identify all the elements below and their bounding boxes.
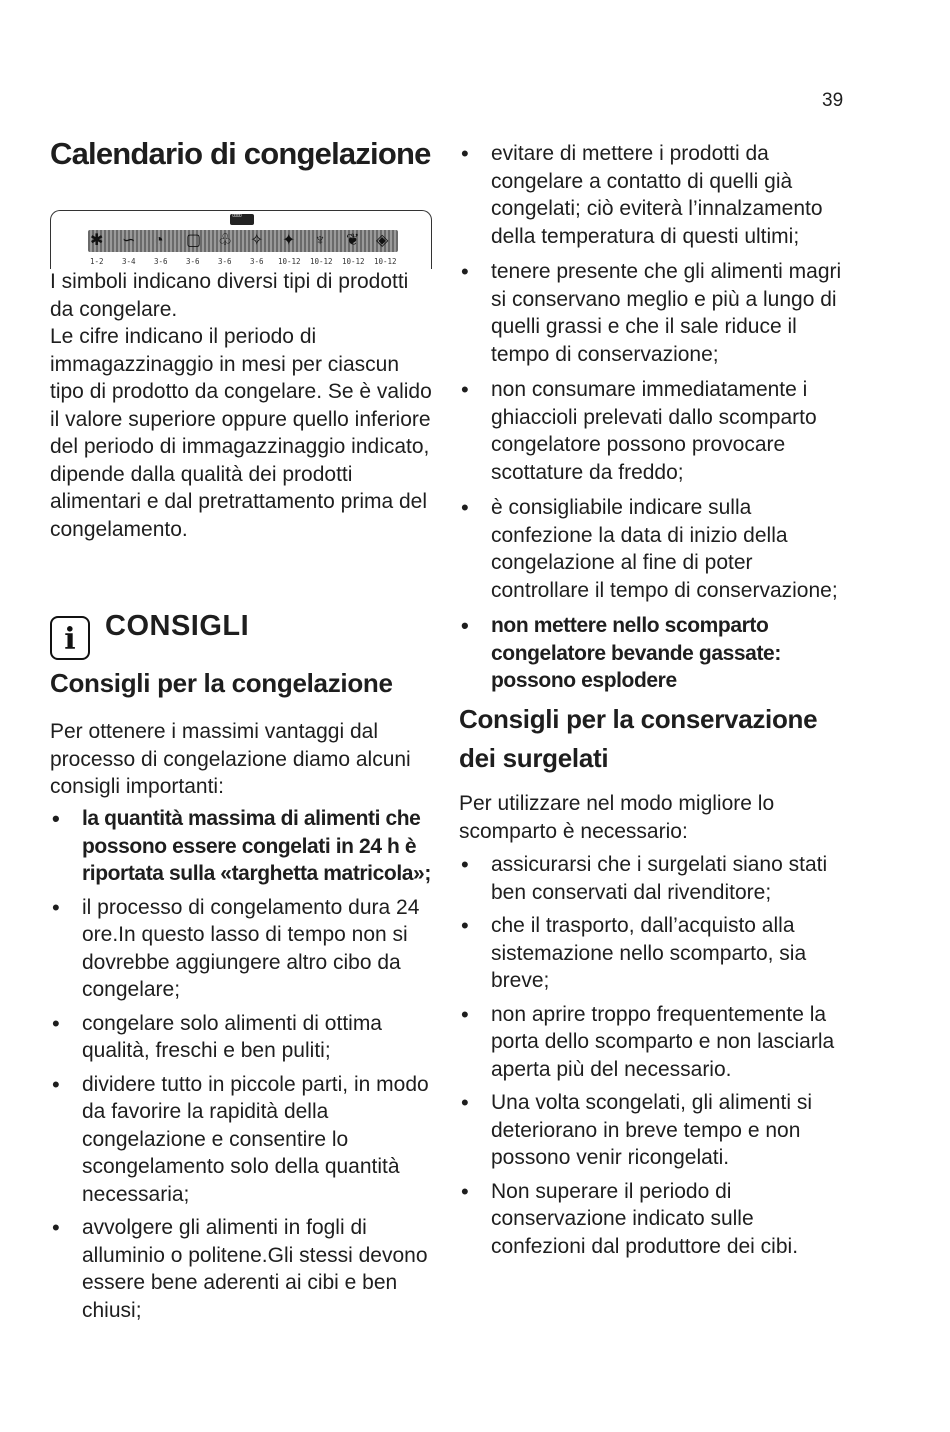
intro-text bbox=[50, 268, 435, 543]
veg-icon: ❦ bbox=[346, 232, 360, 249]
sauce-icon: ◔ bbox=[154, 232, 164, 249]
list-item: • la quantità massima di alimenti che possono essere congelati in 24 h è riportata sulla «targhetta matricola»; bbox=[50, 805, 440, 888]
list-item: • dividere tutto in piccole parti, in modo da favorire la rapidità della congelazione e consentire lo scongelamento solo della quantità necessaria; bbox=[50, 1071, 440, 1209]
congelazione-list bbox=[50, 805, 440, 1330]
fish-icon: ✱ bbox=[90, 232, 104, 249]
game-icon: ✦ bbox=[282, 232, 296, 249]
period-label: 3-6 bbox=[218, 257, 232, 266]
congelazione-lead: Per ottenere i massimi vantaggi dal processo di congelazione diamo alcuni consigli importanti: bbox=[50, 720, 411, 798]
period-label: 3-6 bbox=[154, 257, 168, 266]
sausage-icon: ∽ bbox=[122, 232, 136, 249]
surgelati-lead: Per utilizzare nel modo migliore lo scomparto è necessario: bbox=[459, 792, 775, 843]
page-title: Calendario di congelazione bbox=[50, 136, 431, 171]
intro-paragraph-symbols: I simboli indicano diversi tipi di prodotti da congelare. bbox=[50, 270, 409, 321]
list-item: • non mettere nello scomparto congelatore bevande gassate: possono esplodere bbox=[459, 612, 854, 695]
section-heading-congelazione: Consigli per la congelazione bbox=[50, 668, 393, 698]
period-label: 1-2 bbox=[90, 257, 104, 266]
period-label: 3-4 bbox=[122, 257, 136, 266]
list-item: • che il trasporto, dall’acquisto alla sistemazione nello scomparto, sia breve; bbox=[459, 912, 854, 995]
box-icon: ▢ bbox=[186, 232, 202, 249]
freezing-calendar bbox=[50, 208, 432, 268]
cake-icon: ◈ bbox=[376, 232, 389, 249]
surgelati-list bbox=[459, 851, 854, 1266]
list-item: • congelare solo alimenti di ottima qualità, freschi e ben puliti; bbox=[50, 1010, 440, 1065]
period-label: 3-6 bbox=[250, 257, 264, 266]
list-item: • tenere presente che gli alimenti magri si conservano meglio e più a lungo di quelli grassi e che il sale riduce il tempo di conservazione; bbox=[459, 258, 854, 368]
list-item: • Non superare il periodo di conservazione indicato sulle confezioni dal produttore dei cibi. bbox=[459, 1178, 854, 1261]
list-item: • il processo di congelamento dura 24 ore.In questo lasso di tempo non si dovrebbe aggiungere altro cibo da congelare; bbox=[50, 894, 440, 1004]
info-icon: i bbox=[50, 616, 90, 660]
intro-paragraph-periods: Le cifre indicano il periodo di immagazzinaggio in mesi per ciascun tipo di prodotto da congelare. Se è valido il valore superiore oppure quello inferiore del periodo di immagazzinaggio indicato, dipende dalla qualità dei prodotti alimentari e dal pretrattamento prima del congelamento. bbox=[50, 325, 432, 541]
congelazione-list-continued bbox=[459, 140, 854, 703]
poultry-icon: ✧ bbox=[250, 232, 264, 249]
page-number: 39 bbox=[822, 90, 844, 111]
beef-icon: ♆ bbox=[314, 232, 326, 249]
section-heading-surgelati: Consigli per la conservazione dei surgelati bbox=[459, 704, 818, 773]
meat-icon: ♧ bbox=[218, 232, 233, 249]
period-label: 3-6 bbox=[186, 257, 200, 266]
list-item: • Una volta scongelati, gli alimenti si deteriorano in breve tempo e non possono venir ricongelati. bbox=[459, 1089, 854, 1172]
list-item: • evitare di mettere i prodotti da congelare a contatto di quelli già congelati; ciò eviterà l’innalzamento della temperatura di questi ultimi; bbox=[459, 140, 854, 250]
list-item: • non aprire troppo frequentemente la porta dello scomparto e non lasciarla aperta più del necessario. bbox=[459, 1001, 854, 1084]
list-item: • è consigliabile indicare sulla confezione la data di inizio della congelazione al fine di poter controllare il tempo di conservazione; bbox=[459, 494, 854, 604]
consigli-label: CONSIGLI bbox=[105, 610, 250, 642]
list-item: • avvolgere gli alimenti in fogli di alluminio o politene.Gli stessi devono essere bene aderenti ai cibi e ben chiusi; bbox=[50, 1214, 440, 1324]
list-item: • non consumare immediatamente i ghiaccioli prelevati dallo scomparto congelatore possono provocare scottature da freddo; bbox=[459, 376, 854, 486]
period-label: 10-12 bbox=[342, 257, 365, 266]
freezer-badge-icon bbox=[230, 214, 254, 225]
period-label: 10-12 bbox=[374, 257, 397, 266]
period-label: 10-12 bbox=[278, 257, 301, 266]
period-label: 10-12 bbox=[310, 257, 333, 266]
list-item: • assicurarsi che i surgelati siano stati ben conservati dal rivenditore; bbox=[459, 851, 854, 906]
